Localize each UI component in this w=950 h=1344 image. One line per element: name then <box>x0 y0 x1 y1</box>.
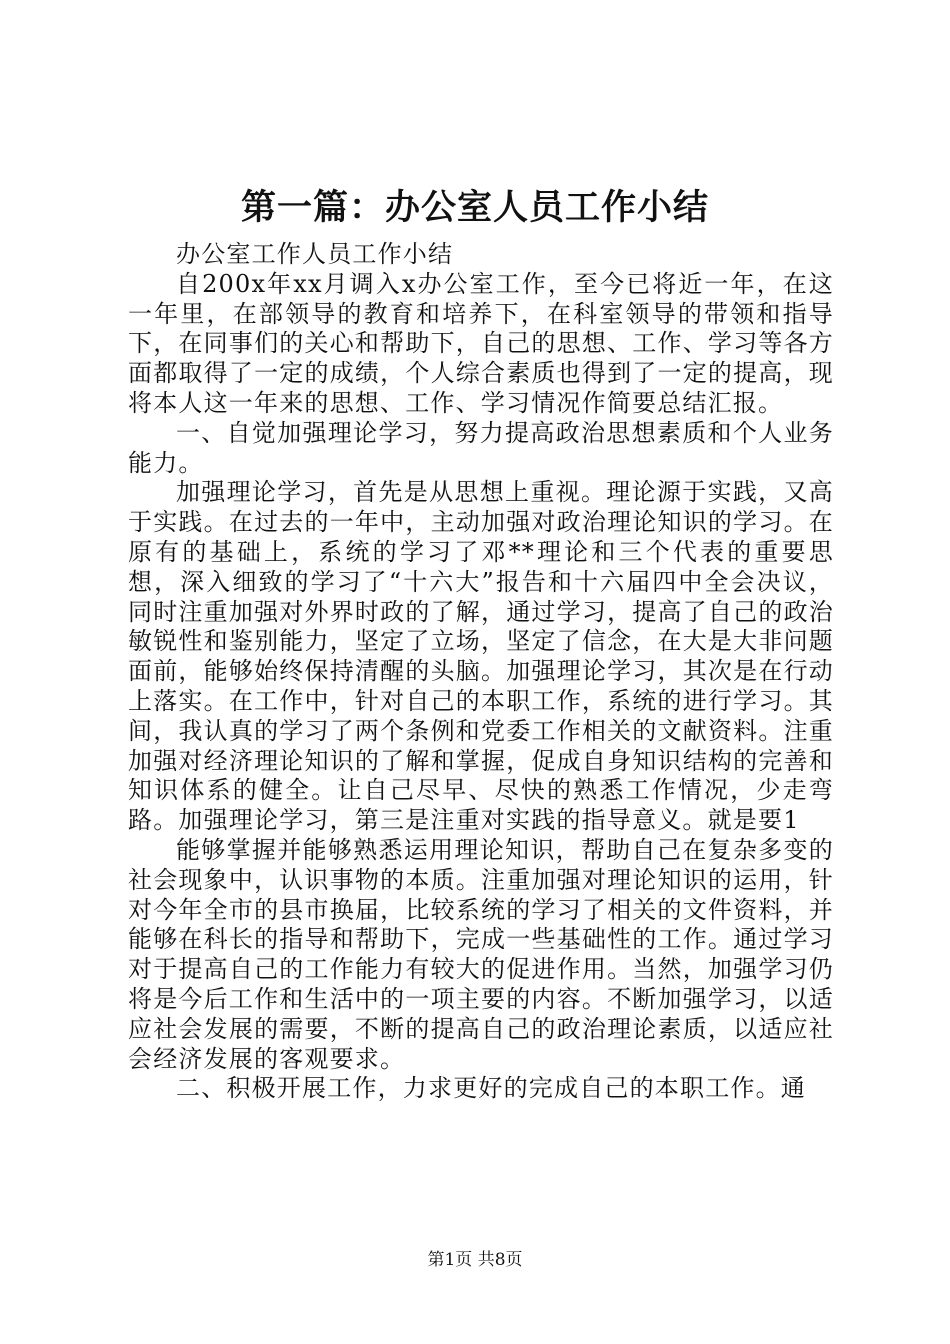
paragraph-theory-application: 能够掌握并能够熟悉运用理论知识，帮助自己在复杂多变的社会现象中，认识事物的本质。注重加强对理论知识的运用，针对今年全市的县市换届，比较系统的学习了相关的文件资料，并能够在科长的指导和帮助下，完成一些基础性的工作。通过学习对于提高自己的工作能力有较大的促进作用。当然，加强学习仍将是今后工作和生活中的一项主要的内容。不断加强学习，以适应社会发展的需要，不断的提高自己的政治理论素质，以适应社会经济发展的客观要求。 <box>128 835 834 1073</box>
paragraph-intro: 自200x年xx月调入x办公室工作，至今已将近一年，在这一年里，在部领导的教育和培养下，在科室领导的带领和指导下，在同事们的关心和帮助下，自己的思想、工作、学习等各方面都取得了一定的成绩，个人综合素质也得到了一定的提高，现将本人这一年来的思想、工作、学习情况作简要总结汇报。 <box>128 269 834 417</box>
section-heading-1: 一、自觉加强理论学习，努力提高政治思想素质和个人业务能力。 <box>128 418 834 477</box>
document-title: 第一篇：办公室人员工作小结 <box>240 187 709 228</box>
section-heading-2: 二、积极开展工作，力求更好的完成自己的本职工作。通 <box>176 1074 806 1103</box>
document-body <box>128 240 834 1104</box>
paragraph-theory-study: 加强理论学习，首先是从思想上重视。理论源于实践，又高于实践。在过去的一年中，主动加强对政治理论知识的学习。在原有的基础上，系统的学习了邓**理论和三个代表的重要思想，深入细致的学习了“十六大”报告和十六届四中全会决议，同时注重加强对外界时政的了解，通过学习，提高了自己的政治敏锐性和鉴别能力，坚定了立场，坚定了信念，在大是大非问题面前，能够始终保持清醒的头脑。加强理论学习，其次是在行动上落实。在工作中，针对自己的本职工作，系统的进行学习。其间，我认真的学习了两个条例和党委工作相关的文献资料。注重加强对经济理论知识的了解和掌握，促成自身知识结构的完善和知识体系的健全。让自己尽早、尽快的熟悉工作情况，少走弯路。加强理论学习，第三是注重对实践的指导意义。就是要1 <box>128 478 834 835</box>
page-number-footer: 第1页 共8页 <box>427 1250 523 1270</box>
document-subtitle: 办公室工作人员工作小结 <box>176 240 454 268</box>
